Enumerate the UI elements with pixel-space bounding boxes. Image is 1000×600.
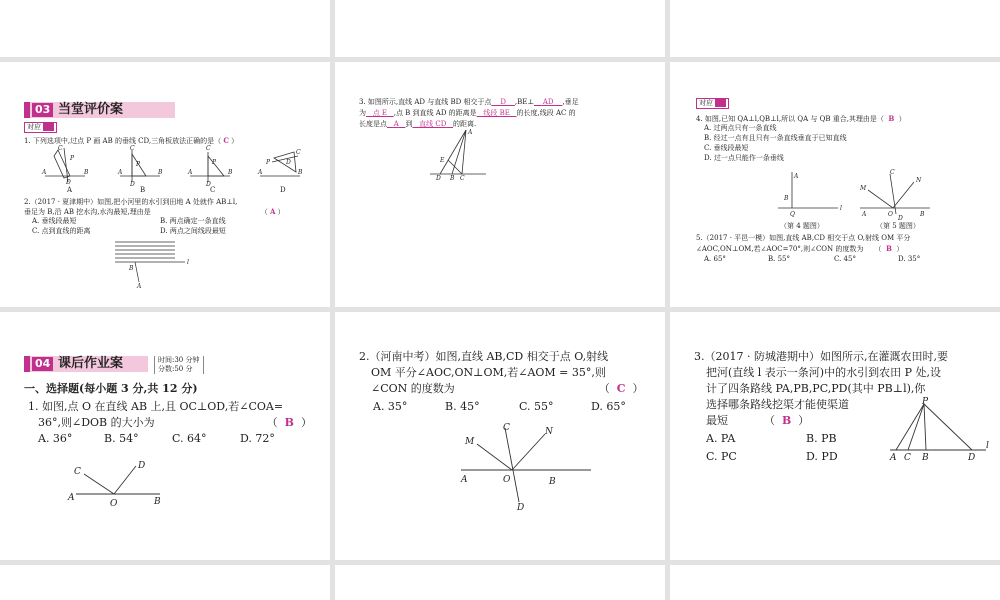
svg-text:D: D — [517, 503, 525, 513]
hw-q2-figure — [455, 420, 595, 513]
reference-tag: 对应 — [24, 122, 57, 133]
hw-q3-figure — [886, 398, 996, 468]
section-title: 课后作业案 — [58, 356, 124, 371]
svg-text:B: B — [920, 211, 925, 218]
svg-text:A: A — [68, 493, 75, 503]
hw-q2-option-d: D. 65° — [591, 400, 626, 413]
hw-q3-line-2: 把河(直线 l 表示一条河)中的水引到农田 P 处,设 — [706, 366, 941, 379]
slide-bottom-right-partial — [670, 565, 1000, 600]
svg-text:O: O — [888, 211, 893, 218]
svg-text:B: B — [158, 169, 163, 176]
q4-option-c: C. 垂线段最短 — [704, 144, 749, 152]
svg-text:B: B — [450, 175, 455, 182]
hw-q2-line-3: ∠CON 的度数为 （ C ） — [371, 382, 644, 395]
hw-q1-figure — [68, 460, 178, 510]
hw-q2-option-a: A. 35° — [373, 400, 408, 413]
hw-q1-option-b: B. 54° — [104, 432, 139, 445]
svg-text:M: M — [860, 185, 867, 192]
svg-text:N: N — [916, 177, 922, 184]
hw-q2-option-b: B. 45° — [445, 400, 480, 413]
svg-text:l: l — [840, 205, 842, 212]
svg-text:A: A — [794, 173, 799, 180]
slide-bottom-center-partial — [335, 565, 665, 600]
svg-text:B: B — [154, 497, 161, 507]
svg-text:D: D — [286, 159, 291, 166]
svg-text:C: C — [890, 169, 895, 176]
svg-text:A: A — [461, 475, 468, 485]
q4-option-a: A. 过两点只有一条直线 — [704, 124, 777, 132]
svg-text:B: B — [549, 477, 556, 487]
question-5-line-1: 5.（2017 · 平邑一模）如图,直线 AB,CD 相交于点 O,射线 OM 平分 — [696, 234, 911, 242]
q2-river-figure — [115, 240, 205, 290]
svg-text:D: D — [898, 215, 903, 222]
hw-q3-option-c: C. PC — [706, 450, 737, 463]
svg-text:A: A — [468, 129, 473, 136]
svg-text:D: D — [138, 461, 146, 471]
svg-text:P: P — [70, 155, 75, 162]
svg-text:E: E — [440, 157, 445, 164]
svg-text:C: C — [904, 453, 911, 463]
slide-current-assessment — [0, 62, 330, 307]
q3-line-1: 3. 如图所示,直线 AD 与直线 BD 相交于点 D ,BE⊥ AD ,垂足 — [359, 98, 579, 106]
hw-q2-option-c: C. 55° — [519, 400, 554, 413]
slide-homework-q2 — [335, 312, 665, 560]
slide-homework-q3 — [670, 312, 1000, 560]
question-2-line-2: 垂足为 B,沿 AB 挖水沟,水沟最短,理由是 （ A ） — [24, 207, 285, 216]
q1-option-label-b: B — [140, 186, 146, 194]
svg-text:P: P — [266, 159, 271, 166]
figure-5-caption: （第 5 题图） — [876, 222, 920, 230]
svg-text:C: C — [206, 145, 211, 152]
svg-text:A: A — [118, 169, 123, 176]
q5-option-a: A. 65° — [704, 255, 726, 263]
svg-text:P: P — [136, 161, 141, 168]
slide-bottom-left-partial — [0, 565, 330, 600]
svg-text:N: N — [545, 427, 553, 437]
q3-line-3: 长度是点 A 到 直线 CD 的距离. — [359, 120, 477, 128]
svg-text:A: A — [188, 169, 193, 176]
slide-homework-q1 — [0, 312, 330, 560]
q4-option-d: D. 过一点只能作一条垂线 — [704, 154, 784, 162]
svg-text:O: O — [110, 499, 118, 509]
question-1: 1. 下列选项中,过点 P 画 AB 的垂线 CD,三角板放法正确的是（ C ） — [24, 136, 239, 145]
svg-text:D: D — [130, 181, 135, 188]
hw-q1-option-d: D. 72° — [240, 432, 275, 445]
slide-top-left-partial — [0, 0, 330, 57]
q2-option-d: D. 两点之间线段最短 — [160, 227, 226, 235]
section-choice-title: 一、选择题(每小题 3 分,共 12 分) — [24, 382, 198, 395]
svg-text:P: P — [922, 397, 929, 407]
q5-option-b: B. 55° — [768, 255, 791, 263]
hw-q3-line-3: 计了四条路线 PA,PB,PC,PD(其中 PB⊥l),你 — [706, 382, 926, 395]
section-header — [24, 102, 175, 118]
svg-text:C: C — [130, 145, 135, 152]
svg-text:A: A — [137, 283, 142, 290]
svg-text:A: A — [890, 453, 897, 463]
hw-q2-line-2: OM 平分∠AOC,ON⊥OM,若∠AOM = 35°,则 — [371, 366, 606, 379]
svg-text:A: A — [258, 169, 263, 176]
svg-text:B: B — [129, 265, 134, 272]
hw-q1-line-1: 1. 如图,点 O 在直线 AB 上,且 OC⊥OD,若∠COA= — [28, 400, 284, 413]
svg-text:C: C — [460, 175, 465, 182]
hw-q3-option-a: A. PA — [706, 432, 736, 445]
svg-text:B: B — [784, 195, 789, 202]
svg-text:A: A — [862, 211, 867, 218]
q2-option-a: A. 垂线段最短 — [32, 217, 77, 225]
section-title: 当堂评价案 — [58, 102, 124, 117]
hw-q1-option-a: A. 36° — [38, 432, 73, 445]
svg-text:C: C — [296, 149, 301, 156]
slide-question-3 — [335, 62, 665, 307]
svg-text:M: M — [465, 437, 475, 447]
svg-text:D: D — [436, 175, 441, 182]
svg-text:C: C — [74, 467, 81, 477]
question-2-line-1: 2.（2017 · 夏津期中）如图,把小河里的水引到田地 A 处就作 AB⊥l, — [24, 198, 238, 206]
figure-4-caption: （第 4 题图） — [780, 222, 824, 230]
q4-option-b: B. 经过一点有且只有一条直线垂直于已知直线 — [704, 134, 847, 142]
svg-text:B: B — [84, 169, 89, 176]
svg-text:B: B — [298, 169, 303, 176]
svg-text:D: D — [206, 181, 211, 188]
q4-figure — [778, 168, 848, 218]
q2-option-c: C. 点到直线的距离 — [32, 227, 91, 235]
hw-q1-option-c: C. 64° — [172, 432, 207, 445]
hw-q3-line-1: 3.（2017 · 防城港期中）如图所示,在灌溉农田时,要 — [694, 350, 948, 363]
section-header — [24, 356, 148, 372]
svg-text:C: C — [58, 145, 63, 152]
slide-top-center-partial — [335, 0, 665, 57]
hw-q3-option-b: B. PB — [806, 432, 837, 445]
section-number: 04 — [32, 357, 53, 371]
svg-text:Q: Q — [790, 211, 795, 218]
hw-q3-line-4: 选择哪条路线挖渠才能使渠道 — [706, 398, 849, 411]
q2-option-b: B. 两点确定一条直线 — [160, 217, 226, 225]
hw-q3-option-d: D. PD — [806, 450, 838, 463]
svg-text:l: l — [986, 441, 989, 451]
section-number: 03 — [32, 103, 53, 117]
slide-questions-4-5 — [670, 62, 1000, 307]
hw-q3-line-5: 最短 （ B ） — [706, 414, 810, 427]
time-score-note: 时间:30 分钟 分数:50 分 — [154, 356, 204, 374]
q1-figures — [40, 145, 330, 198]
q1-option-label-c: C — [210, 186, 216, 194]
q5-figure-small — [860, 170, 940, 220]
reference-tag: 对应 — [696, 98, 729, 109]
question-4: 4. 如图,已知 QA⊥l,QB⊥l,所以 QA 与 QB 重合,其理由是（ B ） — [696, 114, 906, 123]
q3-line-2: 为 点 E ,点 B 到直线 AD 的距离是 线段 BE 的长度,线段 AC 的 — [359, 109, 576, 117]
svg-text:P: P — [212, 159, 217, 166]
hw-q2-line-1: 2.（河南中考）如图,直线 AB,CD 相交于点 O,射线 — [359, 350, 609, 363]
hw-q1-line-2: 36°,则∠DOB 的大小为 （ B ） — [38, 416, 312, 429]
svg-text:D: D — [968, 453, 976, 463]
question-5-line-2: ∠AOC,ON⊥OM,若∠AOC=70°,则∠CON 的度数为 （ B ） — [696, 244, 904, 253]
svg-text:O: O — [503, 475, 511, 485]
svg-text:A: A — [42, 169, 47, 176]
slide-top-right-partial — [670, 0, 1000, 57]
svg-text:B: B — [228, 169, 233, 176]
q3-figure — [430, 130, 490, 190]
q5-option-c: C. 45° — [834, 255, 856, 263]
q1-option-label-a: A — [67, 186, 73, 194]
q1-option-label-d: D — [280, 186, 286, 194]
svg-text:B: B — [922, 453, 929, 463]
q5-option-d: D. 35° — [898, 255, 921, 263]
svg-text:D: D — [66, 179, 71, 186]
svg-text:C: C — [503, 423, 510, 433]
svg-text:l: l — [187, 259, 189, 266]
